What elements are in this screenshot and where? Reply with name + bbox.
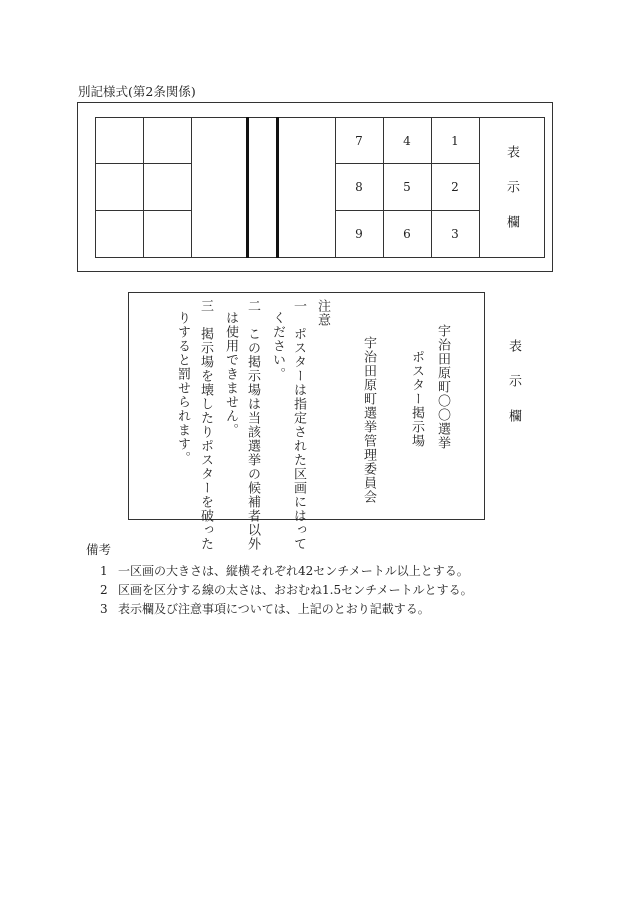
grid-line	[335, 117, 336, 258]
poster-board-frame	[77, 102, 553, 272]
form-title: 別記様式(第2条関係)	[78, 84, 196, 99]
remark-number: 3	[100, 602, 108, 616]
grid-line	[335, 210, 479, 211]
grid-line	[335, 163, 479, 164]
display-column-label: 表示欄	[504, 145, 519, 250]
remark-text: 一区画の大きさは、縦横それぞれ42センチメートル以上とする。	[118, 564, 469, 578]
section-number: 7	[355, 134, 363, 148]
grid-line	[191, 117, 192, 258]
remark-text: 表示欄及び注意事項については、上記のとおり記載する。	[118, 602, 430, 616]
section-number: 3	[451, 227, 459, 241]
section-number: 9	[355, 227, 363, 241]
section-number: 4	[403, 134, 411, 148]
notice-display-label: 表示欄	[506, 339, 521, 444]
notice-heading: 注意	[315, 299, 330, 327]
grid-line	[431, 117, 432, 258]
remark-number: 1	[100, 564, 108, 578]
remarks-title: 備考	[86, 542, 112, 557]
section-number: 1	[451, 134, 459, 148]
grid-line	[95, 257, 545, 258]
notice-item-1-cont: ください。	[270, 311, 285, 381]
grid-line	[95, 117, 96, 258]
remark-item	[100, 582, 473, 598]
grid-line	[95, 117, 545, 118]
notice-item-1: 一 ポスターは指定された区画にはって	[291, 299, 306, 551]
committee-name: 宇治田原町選挙管理委員会	[361, 336, 376, 504]
divider-thick-line	[246, 117, 249, 258]
poster-venue-label: ポスター掲示場	[409, 350, 424, 448]
section-number: 8	[355, 180, 363, 194]
section-number: 5	[403, 180, 411, 194]
grid-line	[383, 117, 384, 258]
grid-line	[544, 117, 545, 258]
remark-item	[100, 563, 469, 579]
remark-number: 2	[100, 583, 108, 597]
remark-text: 区画を区分する線の太さは、おおむね1.5センチメートルとする。	[118, 583, 473, 597]
notice-item-3-cont: りすると罰せられます。	[175, 311, 190, 465]
notice-item-3: 三 掲示場を壊したりポスターを破った	[198, 299, 213, 551]
section-number: 6	[403, 227, 411, 241]
section-number: 2	[451, 180, 459, 194]
election-name: 宇治田原町〇〇選挙	[435, 324, 450, 450]
grid-line	[143, 117, 144, 258]
notice-item-2-cont: は使用できません。	[223, 311, 238, 437]
grid-line	[479, 117, 480, 258]
remark-item	[100, 601, 430, 617]
notice-item-2: 二 この掲示場は当該選挙の候補者以外	[245, 299, 260, 551]
divider-thick-line	[276, 117, 279, 258]
